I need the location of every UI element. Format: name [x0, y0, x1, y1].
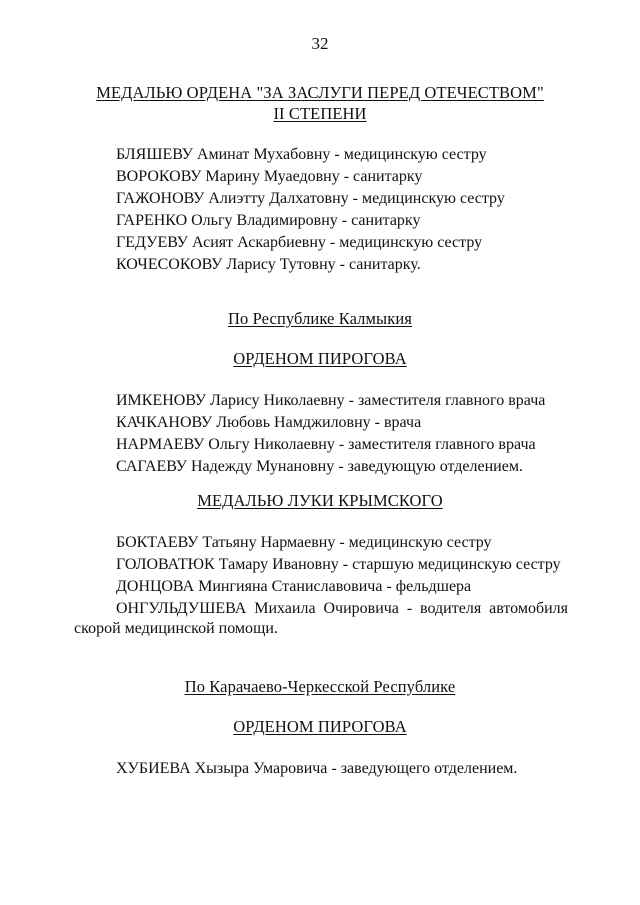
- award-heading-line2: II СТЕПЕНИ: [273, 104, 367, 123]
- list-item: БЛЯШЕВУ Аминат Мухабовну - медицинскую сестру: [116, 146, 487, 163]
- list-item: ОНГУЛЬДУШЕВА Михаила Очировича - водителя автомобиля: [116, 600, 568, 617]
- list-item: ВОРОКОВУ Марину Муаедовну - санитарку: [116, 168, 423, 185]
- list-item: ХУБИЕВА Хызыра Умаровича - заведующего отделением.: [116, 760, 518, 777]
- list-item: КАЧКАНОВУ Любовь Намджиловну - врача: [116, 414, 422, 431]
- page-number: 32: [311, 34, 329, 53]
- list-item: ГАЖОНОВУ Алиэтту Далхатовну - медицинскую сестру: [116, 190, 505, 207]
- order-heading-pirogov: ОРДЕНОМ ПИРОГОВА: [233, 717, 407, 736]
- order-heading-pirogov: ОРДЕНОМ ПИРОГОВА: [233, 349, 407, 368]
- region-heading-karachay-cherkessia: По Карачаево-Черкесской Республике: [184, 677, 456, 696]
- list-item: БОКТАЕВУ Татьяну Нармаевну - медицинскую сестру: [116, 534, 492, 551]
- list-item: ИМКЕНОВУ Ларису Николаевну - заместителя главного врача: [116, 392, 546, 409]
- list-item: ГЕДУЕВУ Асият Аскарбиевну - медицинскую сестру: [116, 234, 483, 251]
- award-heading-line1: МЕДАЛЬЮ ОРДЕНА "ЗА ЗАСЛУГИ ПЕРЕД ОТЕЧЕСТВОМ": [96, 83, 544, 102]
- medal-heading-luka-krymsky: МЕДАЛЬЮ ЛУКИ КРЫМСКОГО: [197, 491, 443, 510]
- list-item: ДОНЦОВА Мингияна Станиславовича - фельдшера: [116, 578, 472, 595]
- list-item: КОЧЕСОКОВУ Ларису Тутовну - санитарку.: [116, 256, 421, 273]
- list-item: САГАЕВУ Надежду Мунановну - заведующую отделением.: [116, 458, 523, 475]
- list-item-continuation: скорой медицинской помощи.: [74, 620, 278, 637]
- list-item: ГАРЕНКО Ольгу Владимировну - санитарку: [116, 212, 421, 229]
- region-heading-kalmykia: По Республике Калмыкия: [228, 309, 412, 328]
- list-item: ГОЛОВАТЮК Тамару Ивановну - старшую медицинскую сестру: [116, 556, 561, 573]
- list-item: НАРМАЕВУ Ольгу Николаевну - заместителя главного врача: [116, 436, 536, 453]
